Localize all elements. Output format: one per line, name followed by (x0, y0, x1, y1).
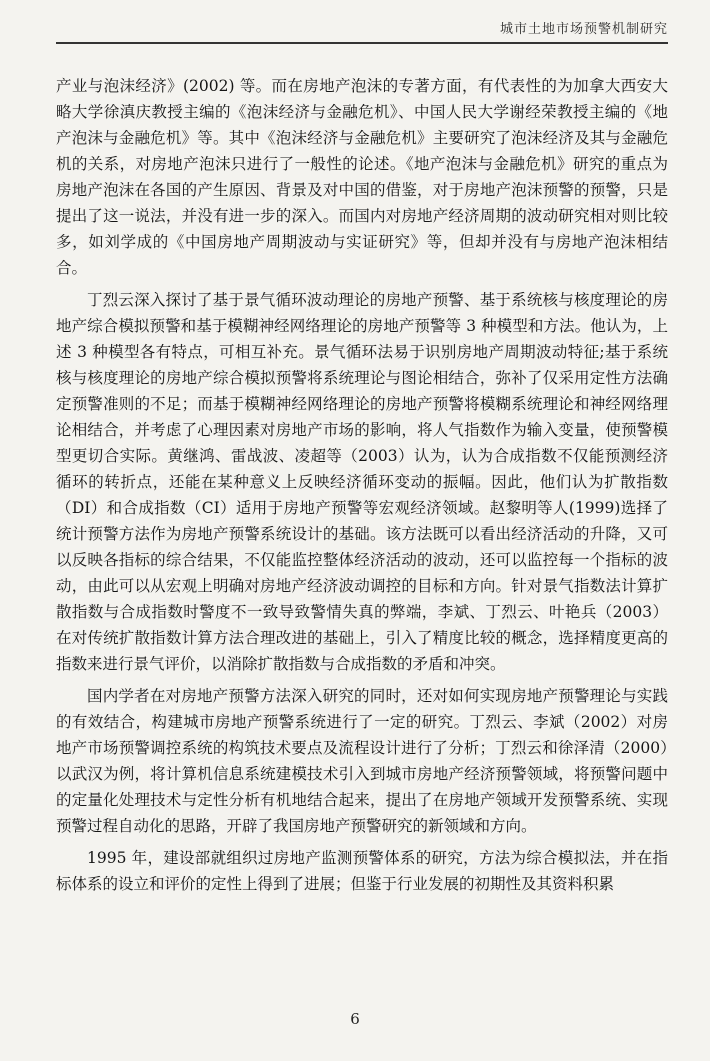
paragraph-3: 国内学者在对房地产预警方法深入研究的同时，还对如何实现房地产预警理论与实践的有效结合，构建城市房地产预警系统进行了一定的研究。丁烈云、李斌（2002）对房地产市场预警调控系统的构筑技术要点及流程设计进行了分析；丁烈云和徐泽清（2000）以武汉为例，将计算机信息系统建模技术引入到城市房地产经济预警领域，将预警问题中的定量化处理技术与定性分析有机地结合起来，提出了在房地产领域开发预警系统、实现预警过程自动化的思路，开辟了我国房地产预警研究的新领域和方向。 (56, 687, 668, 835)
page-number: 6 (350, 1010, 360, 1028)
running-header: 城市土地市场预警机制研究 (499, 22, 668, 37)
paragraph-1: 产业与泡沫经济》(2002) 等。而在房地产泡沫的专著方面，有代表性的为加拿大西安大略大学徐滇庆教授主编的《泡沫经济与金融危机》、中国人民大学谢经荣教授主编的《地产泡沫与金融危机》等。其中《泡沫经济与金融危机》主要研究了泡沫经济及其与金融危机的关系，对房地产泡沫只进行了一般性的论述。《地产泡沫与金融危机》研究的重点为房地产泡沫在各国的产生原因、背景及对中国的借鉴，对于房地产泡沫预警的预警，只是提出了这一说法，并没有进一步的深入。而国内对房地产经济周期的波动研究相对则比较多，如刘学成的《中国房地产周期波动与实证研究》等，但却并没有与房地产泡沫相结合。 (56, 77, 668, 277)
paragraph-2: 丁烈云深入探讨了基于景气循环波动理论的房地产预警、基于系统核与核度理论的房地产综合模拟预警和基于模糊神经网络理论的房地产预警等 3 种模型和方法。他认为，上述 3 种模型各有特点，可相互补充。景气循环法易于识别房地产周期波动特征;基于系统核与核度理论的房地产综合模拟预警将系统理论与图论相结合，弥补了仅采用定性方法确定预警准则的不足；而基于模糊神经网络理论的房地产预警将模糊系统理论和神经网络理论相结合，并考虑了心理因素对房地产市场的影响，将人气指数作为输入变量，使预警模型更切合实际。黄继鸿、雷战波、凌超等（2003）认为，认为合成指数不仅能预测经济循环的转折点，还能在某种意义上反映经济循环变动的振幅。因此，他们认为扩散指数（DI）和合成指数（CI）适用于房地产预警等宏观经济领域。赵黎明等人(1999)选择了统计预警方法作为房地产预警系统设计的基础。该方法既可以看出经济活动的升降，又可以反映各指标的综合结果，不仅能监控整体经济活动的波动，还可以监控每一个指标的波动，由此可以从宏观上明确对房地产经济波动调控的目标和方向。针对景气指数法计算扩散指数与合成指数时警度不一致导致警情失真的弊端，李斌、丁烈云、叶艳兵（2003）在对传统扩散指数计算方法合理改进的基础上，引入了精度比较的概念，选择精度更高的指数来进行景气评价，以消除扩散指数与合成指数的矛盾和冲突。 (56, 291, 668, 673)
header-rule (56, 42, 668, 44)
paragraph-4: 1995 年，建设部就组织过房地产监测预警体系的研究，方法为综合模拟法，并在指标体系的设立和评价的定性上得到了进展；但鉴于行业发展的初期性及其资料积累 (56, 849, 668, 893)
body-text (56, 73, 668, 897)
